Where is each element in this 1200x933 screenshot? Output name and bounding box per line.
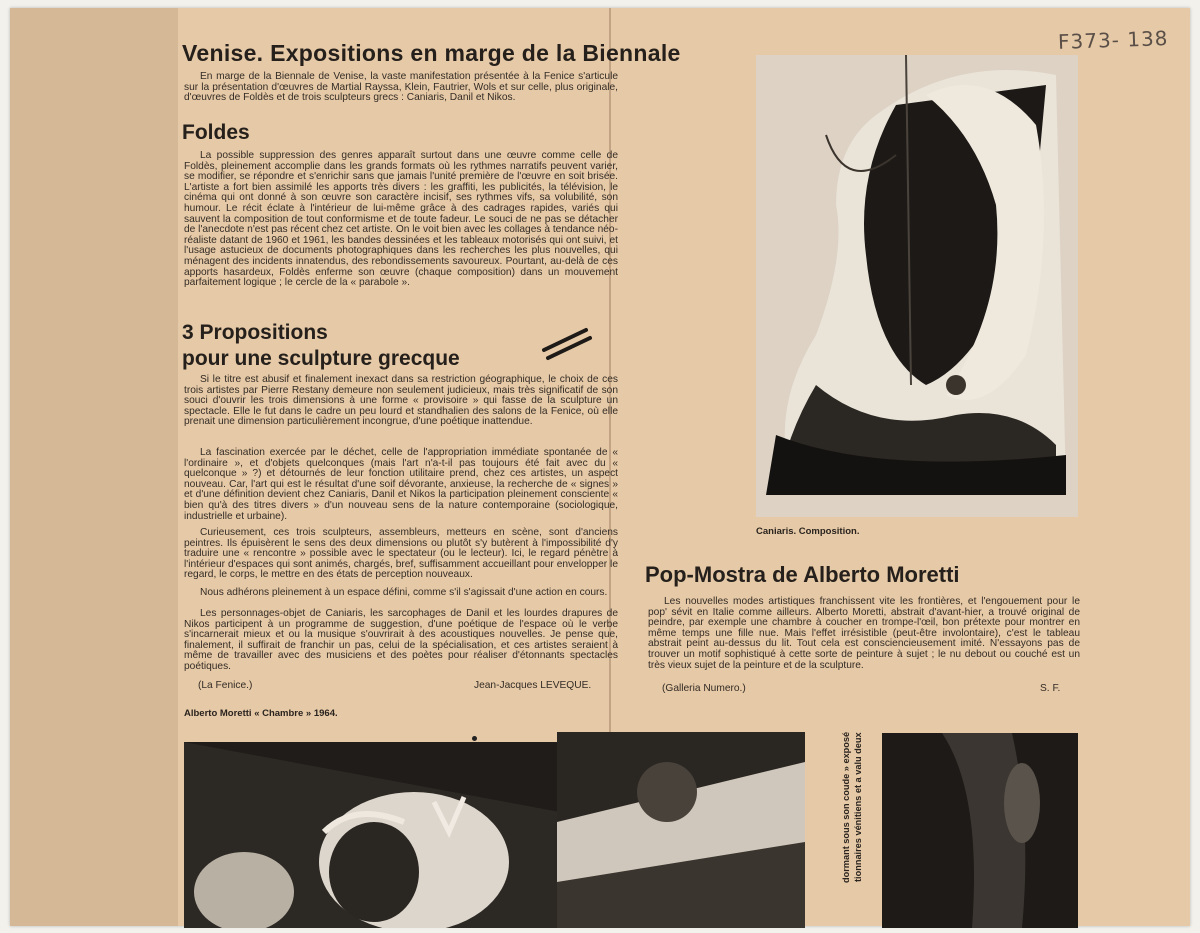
lead-paragraph: En marge de la Biennale de Venise, la vaste manifestation présentée à la Fenice s'articule sur la présentation d'œuvres de Martial Rayssa, Klein, Fautrier, Wols et sur celle, plus originale, d'œuvres de Foldès et de trois sculpteurs grecs : Caniaris, Danil et Nikos. — [184, 71, 618, 104]
foldes-paragraph: La possible suppression des genres apparaît surtout dans une œuvre comme celle de Foldès, pleinement accomplie dans les grands formats où les rythmes narratifs peuvent varier, se modifier, se répondre et s'enrichir sans que jamais l'unité première de l'œuvre en soit brisée. L'artiste a fort bien assimilé les apports très divers : les graffiti, les publicités, la télévision, le cinéma qui ont donné à son œuvre son caractère incisif, ses rythmes vifs, sa volubilité, son humour. Le récit éclate à l'intérieur de lui-même grâce à des cadrages rapides, variés qui sauvent la composition de tout conformisme et de toute fadeur. Le souci de ne pas se détacher de l'anecdote n'est pas récent chez cet artiste. On le voit bien avec les collages à tendance néo-réaliste datant de 1960 et 1961, les bandes dessinées et les tableaux motorisés qui ont suivi, et l'usage astucieux de documents photographiques dans les recherches les plus nouvelles, qui ménagent des incidents innatendus, des rebondissements savoureux. Pourtant, au-delà de ces apports hasardeux, Foldès enferme son œuvre (chaque composition) dans un mouvement parfaitement logique ; le cercle de la « parabole ». — [184, 150, 618, 289]
propositions-paragraph: Nous adhérons pleinement à un espace défini, comme s'il s'agissait d'une action en cours. — [200, 587, 608, 598]
moretti-room-photo — [557, 732, 805, 928]
vertical-caption — [840, 732, 876, 922]
pop-mostra-paragraph: Les nouvelles modes artistiques franchissent vite les frontières, et l'engouement pour le pop' sévit en Italie comme ailleurs. Alberto Moretti, abstrait d'avant-hier, a trouvé original de peindre, par exemple une chambre à coucher en trompe-l'œil, bon prétexte pour montrer en même temps une fille nue. Mais l'effet irrésistible (peut-être involontaire), c'est le tableau abstrait peint au-dessus du lit. Tout cela est consciencieusement imité. N'essayons pas de trouver un motif sophistiqué à cette sorte de peinture à sujet ; le nu debout ou couché est un très vieux sujet de la peinture et de la sculpture. — [648, 596, 1080, 671]
ink-dot — [472, 736, 477, 741]
main-title: Venise. Expositions en marge de la Biennale — [182, 40, 681, 66]
sculpture-caption: Caniaris. Composition. — [756, 526, 860, 537]
vertical-caption-line: tionnaires vénitiens et a valu deux — [853, 732, 863, 882]
source-galleria-numero: (Galleria Numero.) — [662, 683, 746, 694]
caniaris-sculpture-photo — [756, 55, 1078, 517]
vertical-caption-line: dormant sous son coude » exposé — [841, 732, 851, 884]
moretti-chambre-photo — [184, 742, 560, 928]
propositions-paragraph: Les personnages-objet de Caniaris, les sarcophages de Danil et les lourdes drapures de Nikos participent à un programme de suggestion, d'une poétique de l'espace où le verbe s'incarnerait mieux et ou la musique s'ouvrirait à des acoustiques nouvelles. Je pense que, finalement, il suffirait de franchir un pas, celui de la spécialisation, et ces artistes seraient à même de travailler avec des musiciens et des poètes pour réaliser d'étonnants spectacles poétiques. — [184, 608, 618, 672]
source-la-fenice: (La Fenice.) — [198, 680, 253, 691]
catalog-number: F373- 138 — [1057, 26, 1169, 54]
handwritten-strokes-mark — [538, 320, 594, 362]
propositions-paragraph: Si le titre est abusif et finalement inexact dans sa restriction géographique, le choix de ces trois artistes par Pierre Restany demeure non seulement judicieux, mais très significatif de son souci d'ouvrir les trois dimensions à une forme « provisoire » qui fasse de la sculpture un spectacle. Elle le fut dans le cadre un peu lourd et standhalien des salons de la Fenice, où elle prenait une dimension particulièrement incongrue, d'une poétique inattendue. — [184, 374, 618, 428]
author-initials: S. F. — [1040, 683, 1061, 694]
propositions-heading-line2: pour une sculpture grecque — [182, 347, 460, 370]
propositions-paragraph: La fascination exercée par le déchet, celle de l'appropriation immédiate spontanée de « l'ordinaire », et d'objets quelconques (mais l'art n'a-t-il pas toujours été fait avec du « quelconque » ?) et détournés de leur fonction utilitaire prend, chez ces artistes, un aspect nouveau. Car, l'art qui est le résultat d'une soif dévorante, anxieuse, la recherche de « signes » et d'une définition devient chez Caniaris, Danil et Nikos la participation pleinement consciente « bien qu'à des titres divers » d'un nouveau sens de la nature contemporaine (sociologique, industrielle et urbaine). — [184, 447, 618, 522]
foldes-heading: Foldes — [182, 121, 250, 144]
propositions-heading — [182, 320, 460, 372]
propositions-paragraph: Curieusement, ces trois sculpteurs, assembleurs, metteurs en scène, sont d'anciens peintres. Ils épuisèrent le sens des deux dimensions ou plutôt s'y butèrent à l'impossibilité d'y traduire une « rencontre » possible avec le spectateur (ou le lecteur). Ici, le regard pénètre à l'intérieur d'espaces qui sont animés, chargés, bref, suffisamment accueillant pour envelopper le regard, le corps, le mettre en des états de perception nouveaux. — [184, 527, 618, 581]
moretti-caption: Alberto Moretti « Chambre » 1964. — [184, 708, 338, 719]
article-author: Jean-Jacques LEVEQUE. — [474, 680, 592, 691]
propositions-heading-line1: 3 Propositions — [182, 321, 328, 344]
pop-mostra-heading: Pop-Mostra de Alberto Moretti — [645, 562, 960, 587]
mount-border — [10, 8, 178, 926]
nude-figure-photo — [882, 733, 1078, 928]
